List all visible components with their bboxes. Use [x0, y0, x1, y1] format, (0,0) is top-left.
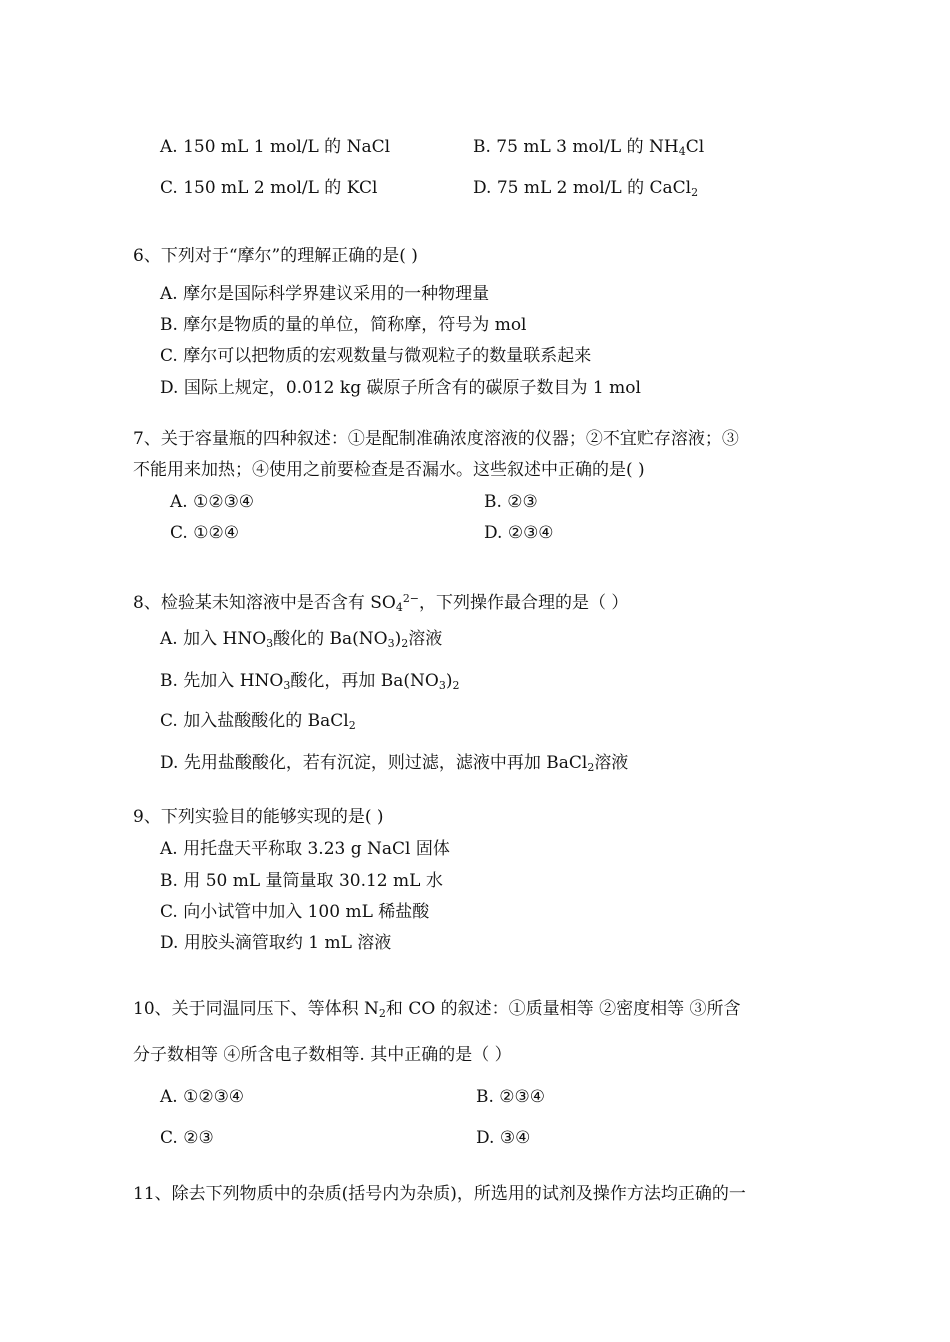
q10-stem-line2: 分子数相等 ④所含电子数相等. 其中正确的是（ ） — [133, 1045, 512, 1065]
q7-option-b: B. ②③ — [484, 492, 538, 512]
q10-option-c: C. ②③ — [160, 1128, 214, 1148]
q5-option-b: B. 75 mL 3 mol/L 的 $NH_4Cl$ — [473, 137, 705, 158]
q6-option-d: D. 国际上规定，0.012 kg 碳原子所含有的碳原子数目为 1 mol — [160, 378, 641, 398]
q9-option-a: A. 用托盘天平称取 3.23 g NaCl 固体 — [160, 839, 450, 859]
q8-stem: 8、检验某未知溶液中是否含有 $SO_4^{2-}$，下列操作最合理的是（ ） — [133, 592, 629, 614]
q8-option-d: D. 先用盐酸酸化，若有沉淀，则过滤，滤液中再加 BaCl$_2$溶液 — [160, 753, 629, 774]
q10-option-a: A. ①②③④ — [160, 1087, 245, 1107]
q6-option-a: A. 摩尔是国际科学界建议采用的一种物理量 — [160, 284, 490, 304]
q10-stem-line1: 10、关于同温同压下、等体积 $N_2$和 CO 的叙述：①质量相等 ②密度相等 ③所含 — [133, 999, 741, 1020]
q10-option-d: D. ③④ — [476, 1128, 531, 1148]
q8-option-c: C. 加入盐酸酸化的 BaCl$_2$ — [160, 711, 356, 732]
q6-stem: 6、下列对于“摩尔”的理解正确的是( ) — [133, 246, 418, 266]
q10-option-b: B. ②③④ — [476, 1087, 546, 1107]
q5-option-d: D. 75 mL 2 mol/L 的 CaCl$_2$ — [473, 178, 699, 199]
q9-stem: 9、下列实验目的能够实现的是( ) — [133, 807, 384, 827]
q9-option-b: B. 用 50 mL 量筒量取 30.12 mL 水 — [160, 871, 443, 891]
q7-option-d: D. ②③④ — [484, 523, 554, 543]
q9-option-c: C. 向小试管中加入 100 mL 稀盐酸 — [160, 902, 430, 922]
q5-option-a: A. 150 mL 1 mol/L 的 NaCl — [160, 137, 391, 157]
q8-option-b: B. 先加入 $HNO_3$酸化，再加 $Ba(NO_3)_2$ — [160, 671, 460, 692]
q6-option-b: B. 摩尔是物质的量的单位，简称摩，符号为 mol — [160, 315, 527, 335]
q9-option-d: D. 用胶头滴管取约 1 mL 溶液 — [160, 933, 392, 953]
q7-option-c: C. ①②④ — [170, 523, 239, 543]
q6-option-c: C. 摩尔可以把物质的宏观数量与微观粒子的数量联系起来 — [160, 346, 592, 366]
q8-option-a: A. 加入 $HNO_3$酸化的 $Ba(NO_3)_2$溶液 — [160, 629, 443, 650]
q7-stem-line1: 7、关于容量瓶的四种叙述：①是配制准确浓度溶液的仪器；②不宜贮存溶液；③ — [133, 429, 739, 449]
q11-stem: 11、除去下列物质中的杂质(括号内为杂质)，所选用的试剂及操作方法均正确的一 — [133, 1184, 746, 1204]
q7-option-a: A. ①②③④ — [170, 492, 255, 512]
q5-option-c: C. 150 mL 2 mol/L 的 KCl — [160, 178, 378, 198]
q7-stem-line2: 不能用来加热；④使用之前要检查是否漏水。这些叙述中正确的是( ) — [133, 460, 645, 480]
